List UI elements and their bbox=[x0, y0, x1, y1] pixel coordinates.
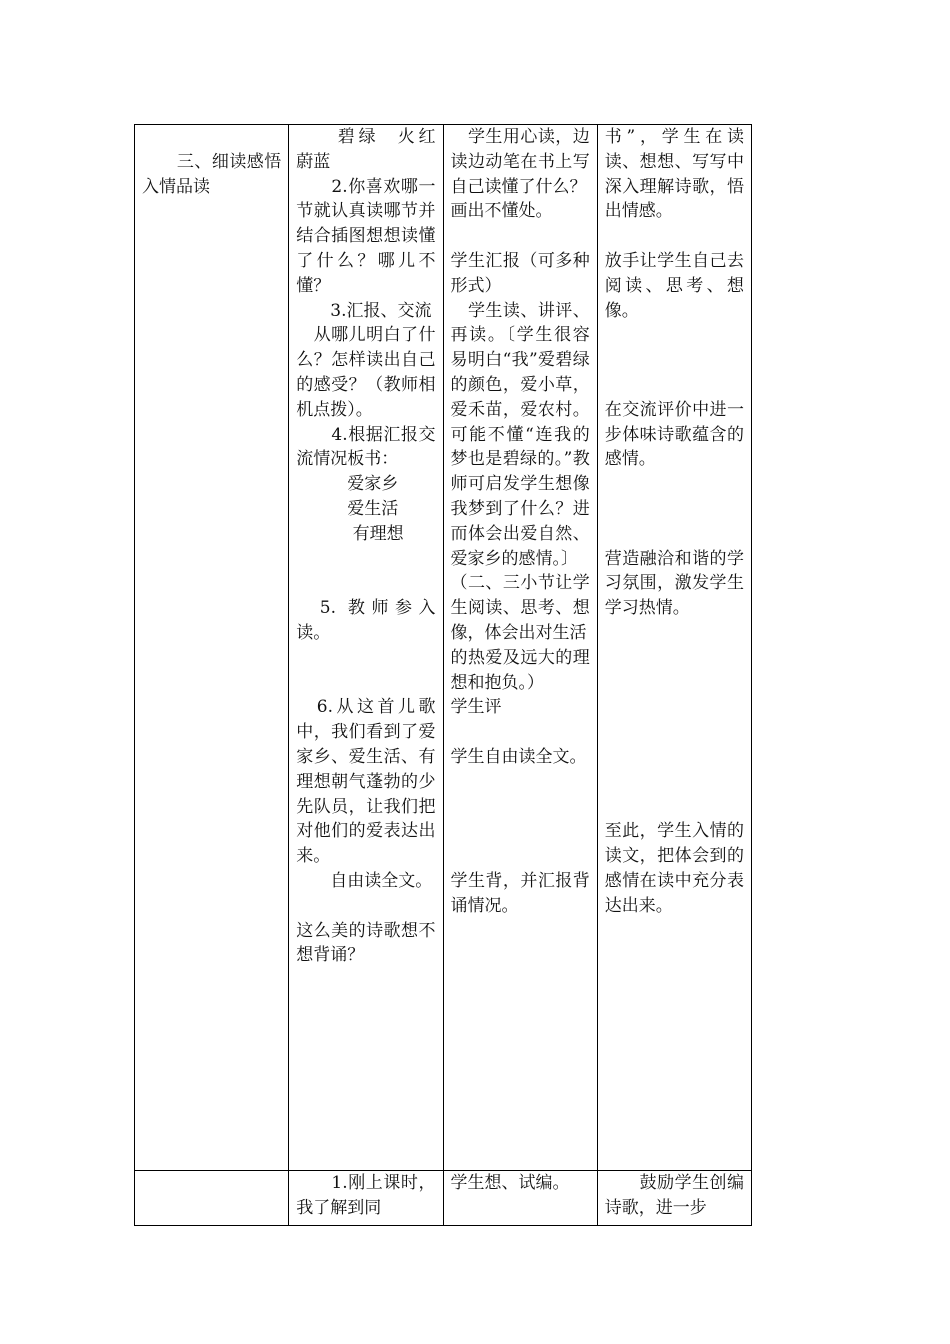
teacher-activity-text: 碧绿 火红 蔚蓝 2.你喜欢哪一节就认真读哪节并结合插图想想读懂了什么？哪儿不懂？ 3.汇报、交流 从哪儿明白了什么？怎样读出自己的感受？（教师相机点拨）。 4.根据汇报交流情况板书： 爱家乡 爱生活 有理想 5. 教师参入读。 6.从这首儿歌中，我们看到了爱家乡、爱生活、有理想朝气蓬勃的少先队员，让我们把对他们的爱表达出来。 自由读全文。 这么美的诗歌想不想背诵？ bbox=[296, 127, 436, 966]
table-row bbox=[135, 125, 752, 1171]
table-row bbox=[135, 1171, 752, 1226]
table-cell-stage bbox=[135, 1171, 289, 1226]
stage-text: 三、细读感悟入情品读 bbox=[142, 152, 282, 197]
table-cell-design-intent bbox=[597, 125, 751, 1171]
table-cell-student-activity bbox=[443, 1171, 597, 1226]
table-cell-student-activity bbox=[443, 125, 597, 1171]
table-cell-teacher-activity bbox=[289, 125, 443, 1171]
teacher-activity-text: 1.刚上课时，我了解到同 bbox=[296, 1173, 436, 1218]
table-cell-design-intent bbox=[597, 1171, 751, 1226]
lesson-plan-table bbox=[134, 124, 752, 1226]
student-activity-text: 学生想、试编。 bbox=[450, 1173, 570, 1193]
table-cell-stage bbox=[135, 125, 289, 1171]
design-intent-text: 书”，学生在读读、想想、写写中深入理解诗歌，悟出情感。 放手让学生自己去阅读、思考、想像。 在交流评价中进一步体味诗歌蕴含的感情。 营造融洽和谐的学习氛围，激发学生学习热情。 至此，学生入情的读文，把体会到的感情在读中充分表达出来。 bbox=[604, 127, 744, 916]
table-cell-teacher-activity bbox=[289, 1171, 443, 1226]
student-activity-text: 学生用心读，边读边动笔在书上写自己读懂了什么？ 画出不懂处。 学生汇报（可多种形式） 学生读、讲评、再读。〔学生很容易明白“我”爱碧绿的颜色，爱小草，爱禾苗，爱农村。可能不懂“连我的梦也是碧绿的。”教师可启发学生想像我梦到了什么？进而体会出爱自然、爱家乡的感情。〕 （二、三小节让学生阅读、思考、想像，体会出对生活 的热爱及远大的理想和抱负。） 学生评 学生自由读全文。 学生背，并汇报背诵情况。 bbox=[450, 127, 590, 916]
design-intent-text: 鼓励学生创编诗歌，进一步 bbox=[604, 1173, 744, 1218]
